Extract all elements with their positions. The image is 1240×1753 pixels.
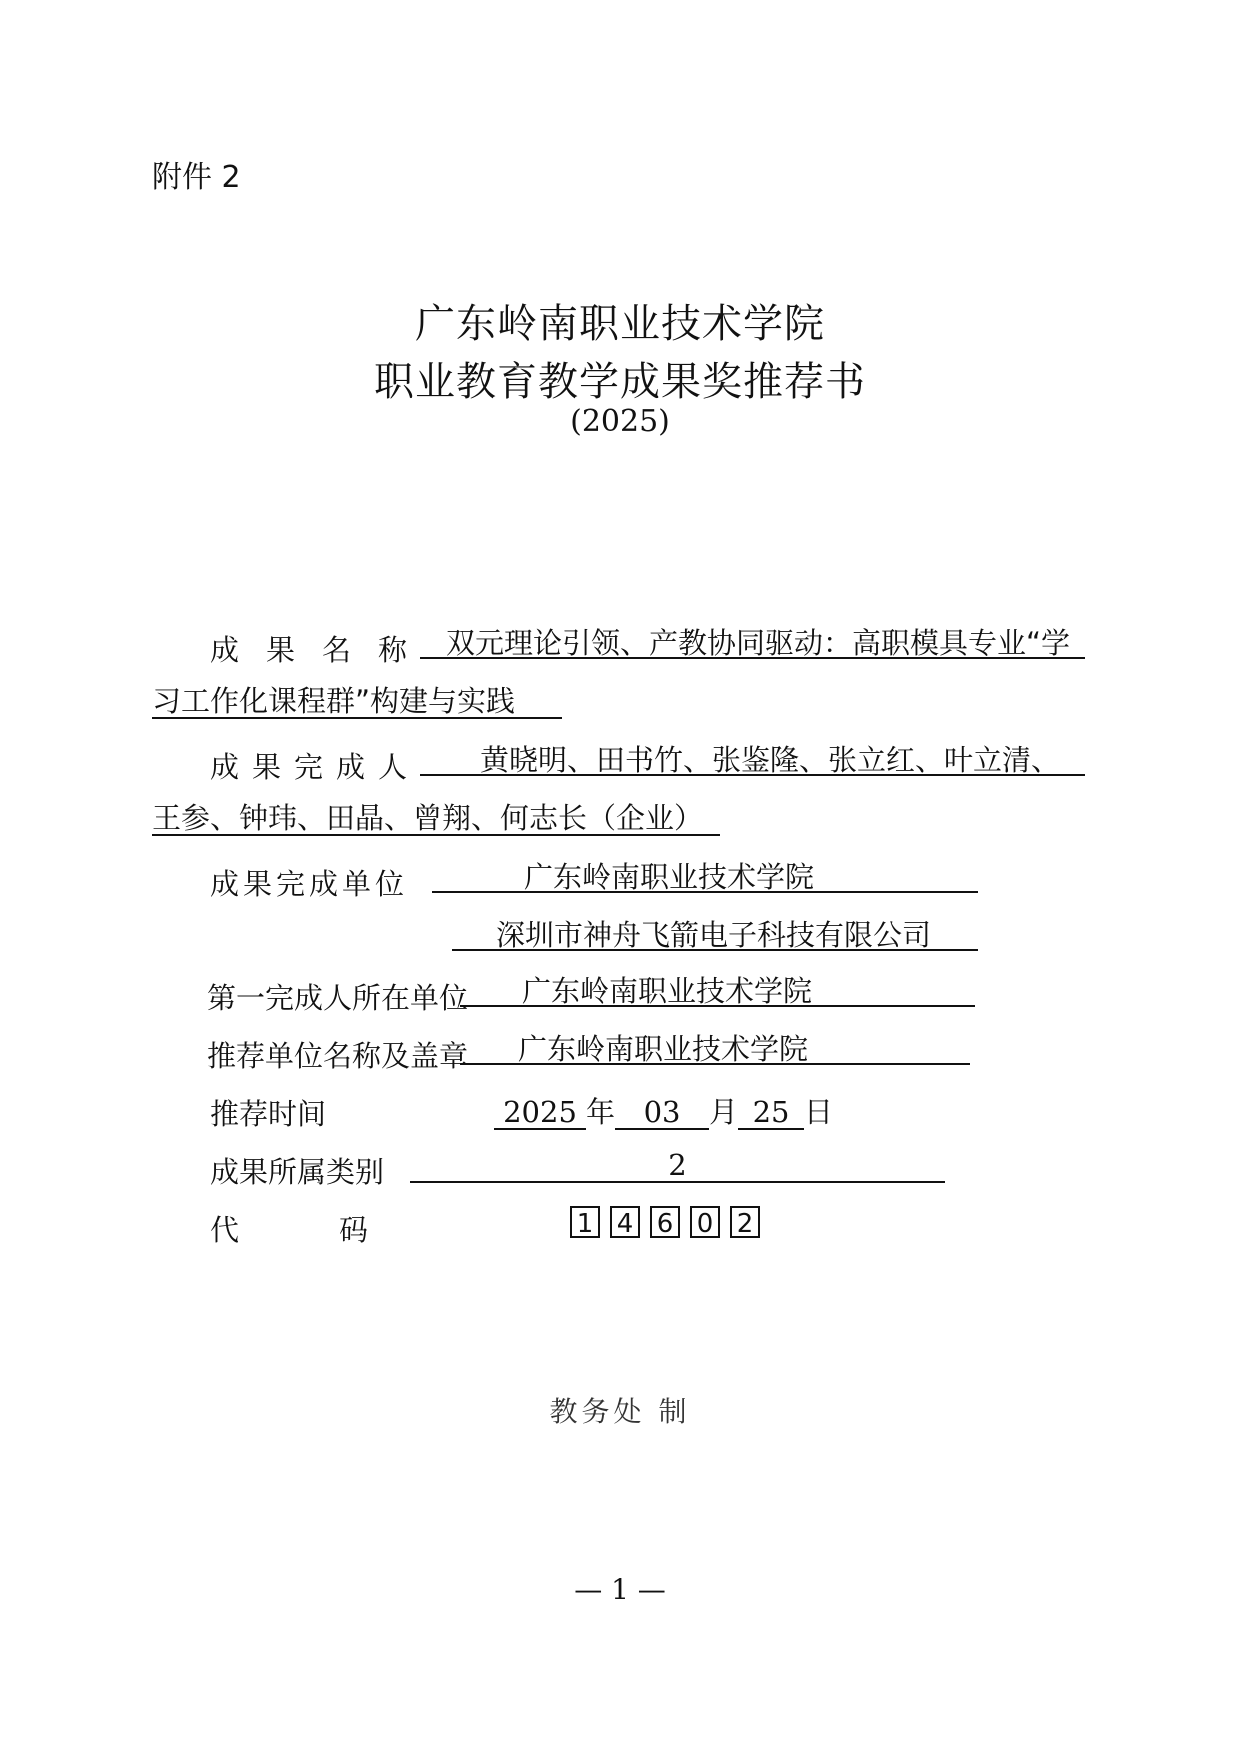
code-digit-1: 1 xyxy=(570,1206,600,1238)
first-unit-label: 第一完成人所在单位 xyxy=(207,981,469,1015)
code-boxes xyxy=(570,1206,770,1238)
code-label: 代码 xyxy=(210,1213,469,1247)
time-day-unit: 日 xyxy=(804,1095,834,1129)
unit-2: 深圳市神舟飞箭电子科技有限公司 xyxy=(452,919,978,951)
units-label: 成果完成单位 xyxy=(210,867,409,901)
time-day: 25 xyxy=(738,1096,804,1130)
time-month-unit: 月 xyxy=(709,1095,739,1129)
achievement-name-line-2: 习工作化课程群”构建与实践 xyxy=(152,685,562,719)
code-digit-3: 6 xyxy=(650,1206,680,1238)
title-line-2: 职业教育教学成果奖推荐书 xyxy=(374,359,866,405)
time-year-unit: 年 xyxy=(586,1095,616,1129)
achievement-name-label: 成果名称 xyxy=(210,633,435,667)
category-label: 成果所属类别 xyxy=(210,1155,385,1189)
recommender-label: 推荐单位名称及盖章 xyxy=(207,1039,469,1073)
time-label: 推荐时间 xyxy=(210,1097,327,1131)
attachment-label: 附件 2 xyxy=(152,160,241,195)
code-digit-2: 4 xyxy=(610,1206,640,1238)
category-value: 2 xyxy=(410,1149,945,1183)
completers-line-1: 黄晓明、田书竹、张鉴隆、张立红、叶立清、 xyxy=(420,744,1085,776)
issuer-footer: 教务处 制 xyxy=(549,1395,691,1428)
page-number: — 1 — xyxy=(574,1573,666,1606)
title-year: (2025) xyxy=(570,404,670,439)
achievement-name-line-1: 双元理论引领、产教协同驱动：高职模具专业“学 xyxy=(420,627,1085,659)
time-month: 03 xyxy=(615,1096,709,1130)
code-digit-5: 2 xyxy=(730,1206,760,1238)
recommender-value: 广东岭南职业技术学院 xyxy=(460,1033,970,1065)
completers-label: 成果完成人 xyxy=(210,750,421,784)
unit-1: 广东岭南职业技术学院 xyxy=(432,861,978,893)
completers-line-2: 王参、钟玮、田晶、曾翔、何志长（企业） xyxy=(152,802,720,836)
title-line-1: 广东岭南职业技术学院 xyxy=(415,301,825,347)
code-digit-4: 0 xyxy=(690,1206,720,1238)
first-unit-value: 广东岭南职业技术学院 xyxy=(460,975,975,1007)
time-year: 2025 xyxy=(494,1096,586,1130)
